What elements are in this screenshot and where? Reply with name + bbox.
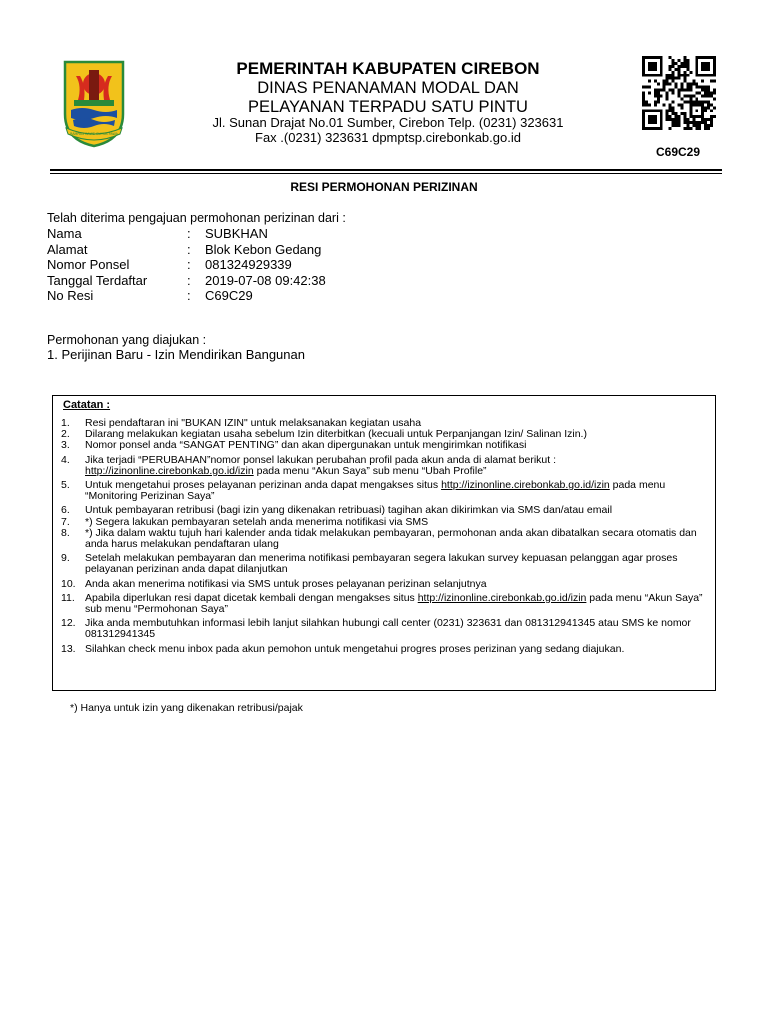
logo-motto: RAMPAG GAWE GUYUB PAWA (70, 132, 118, 136)
note-text: Nomor ponsel anda “SANGAT PENTING” dan akan dipergunakan untuk mengirimkan notifikasi (85, 439, 527, 452)
agency-name-line2: PELAYANAN TERPADU SATU PINTU (248, 97, 528, 116)
field-colon: : (187, 241, 191, 257)
field-value: Blok Kebon Gedang (205, 241, 322, 257)
note-number: 1. (61, 417, 70, 429)
note-text-part: pada menu “Monitoring Perizinan Saya” (85, 479, 666, 503)
field-colon: : (187, 272, 191, 288)
field-colon: : (187, 288, 191, 303)
izinonline-link[interactable]: http://izinonline.cirebonkab.go.id/izin (417, 591, 587, 604)
note-text (85, 593, 709, 615)
note-text: Silahkan check menu inbox pada akun pemohon untuk mengetahui progres proses perizinan yang sedang diajukan. (85, 642, 625, 655)
note-number: 6. (61, 504, 70, 517)
note-text: Dilarang melakukan kegiatan usaha sebelum Izin diterbitkan (kecuali untuk Perpanjangan Izin/ Salinan Izin.) (85, 428, 587, 441)
note-text: Setelah melakukan pembayaran dan menerima notifikasi pembayaran segera lakukan survey kepuasan pelanggan agar proses pelayanan perizinan anda dapat dilanjutkan (85, 552, 678, 576)
note-text-part: Untuk mengetahui proses pelayanan perizinan anda dapat mengakses situs (85, 479, 442, 492)
note-text-part: Jika terjadi “PERUBAHAN”nomor ponsel lakukan perubahan profil pada akun anda di alamat berikut : (85, 453, 557, 466)
letterhead (186, 58, 590, 146)
government-title: PEMERINTAH KABUPATEN CIREBON (236, 59, 540, 78)
intro-text: Telah diterima pengajuan permohonan perizinan dari : (47, 211, 346, 225)
note-text-part: pada menu “Akun Saya” sub menu “Ubah Profile” (253, 464, 487, 477)
note-number: 5. (61, 479, 70, 492)
note-number: 13. (61, 642, 76, 655)
note-number: 8. (61, 526, 70, 539)
footnote: *) Hanya untuk izin yang dikenakan retribusi/pajak (70, 702, 303, 714)
field-colon: : (187, 226, 191, 241)
note-text: *) Segera lakukan pembayaran setelah anda menerima notifikasi via SMS (85, 515, 429, 528)
note-item (61, 644, 709, 655)
notes-list (61, 418, 709, 655)
application-item: 1. Perijinan Baru - Izin Mendirikan Bangunan (47, 347, 305, 362)
field-value: SUBKHAN (205, 226, 268, 241)
note-number: 11. (61, 591, 75, 604)
note-text (85, 480, 709, 502)
note-number: 3. (61, 439, 70, 452)
notes-title: Catatan : (63, 399, 111, 411)
note-item (61, 505, 709, 516)
field-label: Tanggal Terdaftar (47, 272, 148, 288)
header-divider-thin (50, 173, 722, 174)
field-row-no-resi (47, 288, 326, 304)
agency-name-line1: DINAS PENANAMAN MODAL DAN (257, 78, 519, 97)
note-number: 2. (61, 428, 70, 441)
note-item (61, 579, 709, 590)
note-text: Resi pendaftaran ini "BUKAN IZIN" untuk melaksanakan kegiatan usaha (85, 417, 422, 429)
note-number: 9. (61, 552, 70, 565)
document-title: RESI PERMOHONAN PERIZINAN (290, 180, 478, 194)
note-item (61, 553, 709, 575)
izinonline-link[interactable]: http://izinonline.cirebonkab.go.id/izin (85, 464, 254, 477)
field-value: 081324929339 (205, 257, 292, 272)
field-value: 2019-07-08 09:42:38 (205, 272, 326, 288)
note-text (85, 455, 709, 477)
izinonline-link[interactable]: http://izinonline.cirebonkab.go.id/izin (441, 479, 610, 492)
application-heading: Permohonan yang diajukan : (47, 333, 207, 347)
field-row-nomor-ponsel (47, 257, 326, 273)
note-item (61, 440, 709, 451)
field-colon: : (187, 257, 191, 272)
qr-code-label: C69C29 (655, 145, 701, 159)
note-text: Anda akan menerima notifikasi via SMS untuk proses pelayanan perizinan selanjutnya (85, 577, 487, 590)
note-item (61, 593, 709, 615)
note-text-part: Apabila diperlukan resi dapat dicetak kembali dengan mengakses situs (85, 591, 418, 604)
field-label: Nama (47, 226, 82, 241)
field-row-tanggal-terdaftar (47, 273, 326, 289)
note-text: Untuk pembayaran retribusi (bagi izin yang dikenakan retribuasi) tagihan akan dikirimkan via SMS dan/atau email (85, 504, 613, 517)
field-row-nama (47, 226, 326, 242)
field-label: No Resi (47, 288, 94, 303)
note-item (61, 480, 709, 502)
note-number: 7. (61, 515, 70, 528)
fax-website-line: Fax .(0231) 323631 dpmptsp.cirebonkab.go.id (255, 130, 521, 146)
field-label: Alamat (47, 241, 88, 257)
note-number: 10. (61, 577, 76, 590)
note-item (61, 528, 709, 550)
field-label: Nomor Ponsel (47, 257, 130, 272)
notes-box (52, 395, 716, 691)
note-item (61, 618, 709, 640)
note-number: 4. (61, 453, 70, 466)
field-row-alamat (47, 242, 326, 258)
header-divider (50, 169, 722, 171)
note-text: *) Jika dalam waktu tujuh hari kalender anda tidak melakukan pembayaran, permohonan anda akan dibatalkan secara otomatis dan anda harus melakukan pendaftaran ulang (85, 526, 697, 551)
address-line: Jl. Sunan Drajat No.01 Sumber, Cirebon Telp. (0231) 323631 (212, 115, 564, 131)
qr-code-icon (642, 56, 716, 130)
note-text-part: pada menu “Akun Saya” sub menu “Permohonan Saya” (85, 591, 703, 616)
kabupaten-cirebon-logo (62, 56, 126, 148)
applicant-fields (47, 226, 326, 304)
note-item (61, 455, 709, 477)
field-value: C69C29 (205, 288, 253, 303)
note-number: 12. (61, 617, 76, 630)
note-text: Jika anda membutuhkan informasi lebih lanjut silahkan hubungi call center (0231) 323631 dan 081312941345 atau SMS ke nomor 081312941345 (85, 617, 691, 641)
